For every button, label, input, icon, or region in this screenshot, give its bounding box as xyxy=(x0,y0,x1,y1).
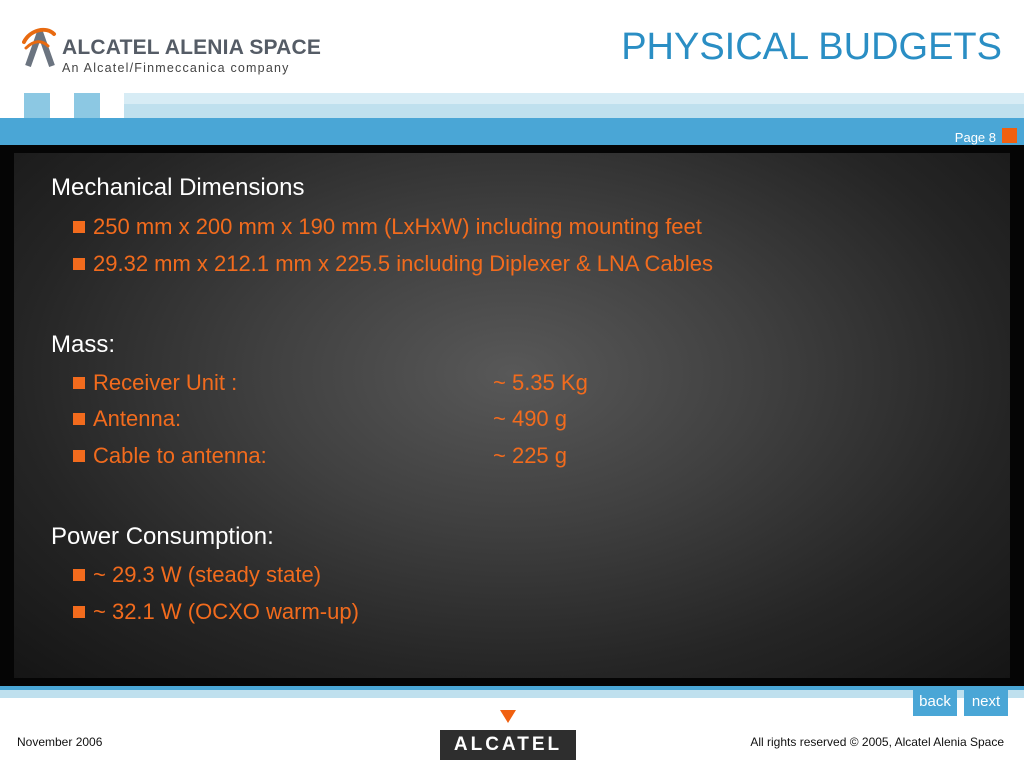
strip-gap xyxy=(100,93,124,118)
slide-header xyxy=(0,0,1024,145)
footer-date: November 2006 xyxy=(17,735,103,749)
strip-square xyxy=(24,93,50,118)
bullet-square-icon xyxy=(73,258,85,270)
mass-label: Receiver Unit : xyxy=(93,370,238,395)
header-strip-blue xyxy=(0,118,1024,145)
logo-company-name: ALCATEL ALENIA SPACE xyxy=(62,36,322,59)
alcatel-alenia-logo-icon xyxy=(22,26,58,70)
list-item xyxy=(73,406,568,432)
section-heading-mechanical: Mechanical Dimensions xyxy=(51,174,305,201)
bullet-square-icon xyxy=(73,377,85,389)
alcatel-logo: ALCATEL xyxy=(440,730,576,760)
bullet-text: 250 mm x 200 mm x 190 mm (LxHxW) including mounting feet xyxy=(93,214,702,239)
bullet-square-icon xyxy=(73,569,85,581)
strip-square xyxy=(74,93,100,118)
mass-label: Cable to antenna: xyxy=(93,443,267,468)
bullet-text: 29.32 mm x 212.1 mm x 225.5 including Diplexer & LNA Cables xyxy=(93,251,713,276)
list-item xyxy=(73,251,713,277)
list-item xyxy=(73,599,359,625)
section-heading-power: Power Consumption: xyxy=(51,523,274,550)
back-button[interactable]: back xyxy=(913,687,957,716)
mass-value: ~ 490 g xyxy=(493,406,568,431)
mass-label: Antenna: xyxy=(93,406,182,431)
section-heading-mass: Mass: xyxy=(51,331,116,358)
strip-gap xyxy=(0,93,24,118)
header-strip-highlight xyxy=(0,93,1024,104)
footer-copyright: All rights reserved © 2005, Alcatel Alenia Space xyxy=(750,735,1004,749)
list-item xyxy=(73,443,568,469)
down-arrow-icon xyxy=(500,710,516,723)
bullet-text: ~ 32.1 W (OCXO warm-up) xyxy=(93,599,359,624)
strip-gap xyxy=(50,93,74,118)
bullet-square-icon xyxy=(73,606,85,618)
list-item xyxy=(73,562,321,588)
bullet-square-icon xyxy=(73,221,85,233)
next-button[interactable]: next xyxy=(964,687,1008,716)
mass-value: ~ 5.35 Kg xyxy=(493,370,588,395)
list-item xyxy=(73,370,588,396)
company-logo xyxy=(22,24,322,80)
bullet-square-icon xyxy=(73,413,85,425)
page-marker-icon xyxy=(1002,128,1017,143)
bullet-text: ~ 29.3 W (steady state) xyxy=(93,562,322,587)
slide-title: PHYSICAL BUDGETS xyxy=(621,26,1002,68)
mass-value: ~ 225 g xyxy=(493,443,568,468)
list-item xyxy=(73,214,702,240)
page-number: Page 8 xyxy=(954,130,996,145)
footer-strip-light xyxy=(0,690,1024,698)
bullet-square-icon xyxy=(73,450,85,462)
logo-tagline: An Alcatel/Finmeccanica company xyxy=(62,61,290,75)
